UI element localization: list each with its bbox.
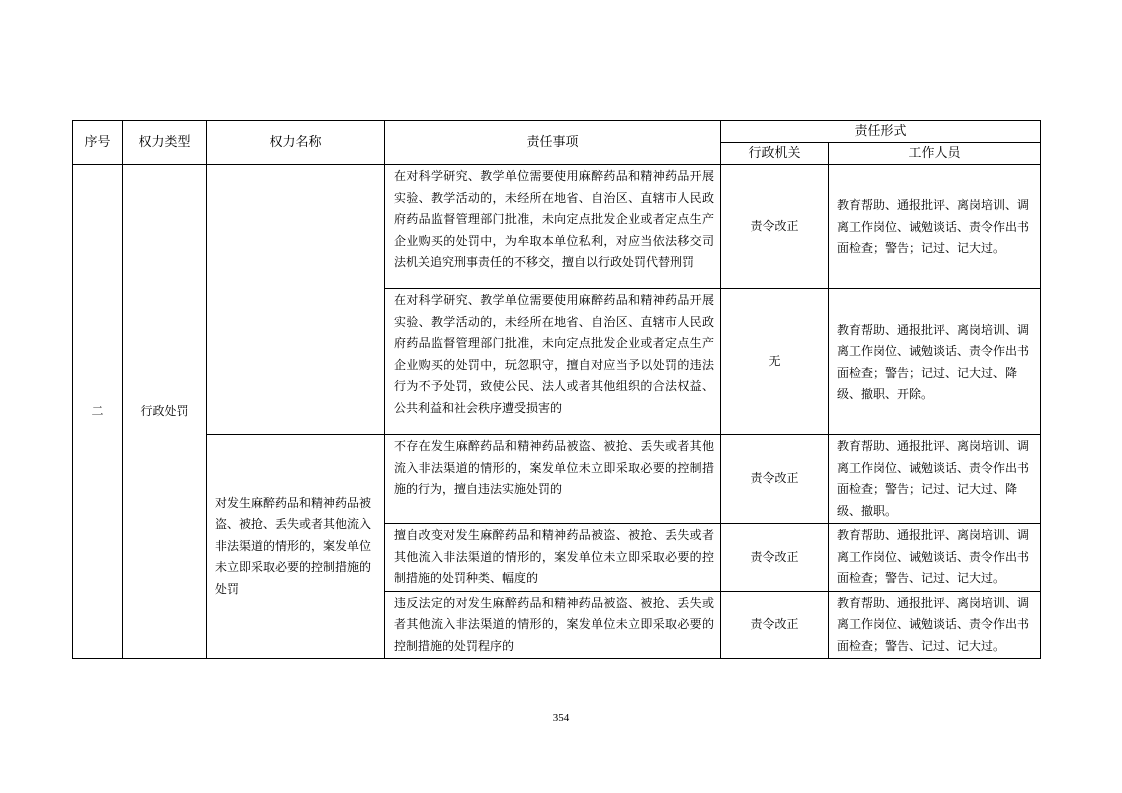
- agency-cell: 责令改正: [721, 165, 829, 289]
- agency-cell: 责令改正: [721, 591, 829, 659]
- matter-cell: 在对科学研究、教学单位需要使用麻醉药品和精神药品开展实验、教学活动的，未经所在地省、自治区、直辖市人民政府药品监督管理部门批准，未向定点批发企业或者定点生产企业购买的处罚中，为牟取本单位私利，对应当依法移交司法机关追究刑事责任的不移交，擅自以行政处罚代替刑罚: [385, 165, 721, 289]
- agency-cell: 责令改正: [721, 435, 829, 524]
- staff-cell: 教育帮助、通报批评、离岗培训、调离工作岗位、诫勉谈话、责令作出书面检查；警告；记过、记大过、降级、撤职。: [829, 435, 1041, 524]
- power-type-cell: 行政处罚: [123, 165, 207, 659]
- power-name-cell: [207, 165, 385, 435]
- matter-cell: 在对科学研究、教学单位需要使用麻醉药品和精神药品开展实验、教学活动的，未经所在地省、自治区、直辖市人民政府药品监督管理部门批准，未向定点批发企业或者定点生产企业购买的处罚中，玩忽职守，擅自对应当予以处罚的违法行为不予处罚，致使公民、法人或者其他组织的合法权益、公共利益和社会秩序遭受损害的: [385, 289, 721, 435]
- header-responsibility-matter: 责任事项: [385, 121, 721, 165]
- agency-cell: 责令改正: [721, 524, 829, 592]
- table-row: [73, 435, 1041, 524]
- header-row-1: [73, 121, 1041, 143]
- agency-cell: 无: [721, 289, 829, 435]
- header-staff: 工作人员: [829, 143, 1041, 165]
- header-power-name: 权力名称: [207, 121, 385, 165]
- matter-cell: 不存在发生麻醉药品和精神药品被盗、被抢、丢失或者其他流入非法渠道的情形的，案发单位未立即采取必要的控制措施的行为，擅自违法实施处罚的: [385, 435, 721, 524]
- header-agency: 行政机关: [721, 143, 829, 165]
- matter-cell: 违反法定的对发生麻醉药品和精神药品被盗、被抢、丢失或者其他流入非法渠道的情形的，案发单位未立即采取必要的控制措施的处罚程序的: [385, 591, 721, 659]
- staff-cell: 教育帮助、通报批评、离岗培训、调离工作岗位、诫勉谈话、责令作出书面检查；警告、记过、记大过。: [829, 524, 1041, 592]
- responsibility-table: [72, 120, 1041, 659]
- page-number: 354: [552, 712, 570, 724]
- staff-cell: 教育帮助、通报批评、离岗培训、调离工作岗位、诫勉谈话、责令作出书面检查；警告、记过、记大过。: [829, 591, 1041, 659]
- staff-cell: 教育帮助、通报批评、离岗培训、调离工作岗位、诫勉谈话、责令作出书面检查；警告；记过、记大过、降级、撤职、开除。: [829, 289, 1041, 435]
- header-seq: 序号: [73, 121, 123, 165]
- header-responsibility-form: 责任形式: [721, 121, 1041, 143]
- matter-cell: 擅自改变对发生麻醉药品和精神药品被盗、被抢、丢失或者其他流入非法渠道的情形的，案发单位未立即采取必要的控制措施的处罚种类、幅度的: [385, 524, 721, 592]
- staff-cell: 教育帮助、通报批评、离岗培训、调离工作岗位、诫勉谈话、责令作出书面检查；警告；记过、记大过。: [829, 165, 1041, 289]
- power-name-cell: 对发生麻醉药品和精神药品被盗、被抢、丢失或者其他流入非法渠道的情形的，案发单位未立即采取必要的控制措施的处罚: [207, 435, 385, 659]
- header-power-type: 权力类型: [123, 121, 207, 165]
- table-row: [73, 165, 1041, 289]
- seq-cell: 二: [73, 165, 123, 659]
